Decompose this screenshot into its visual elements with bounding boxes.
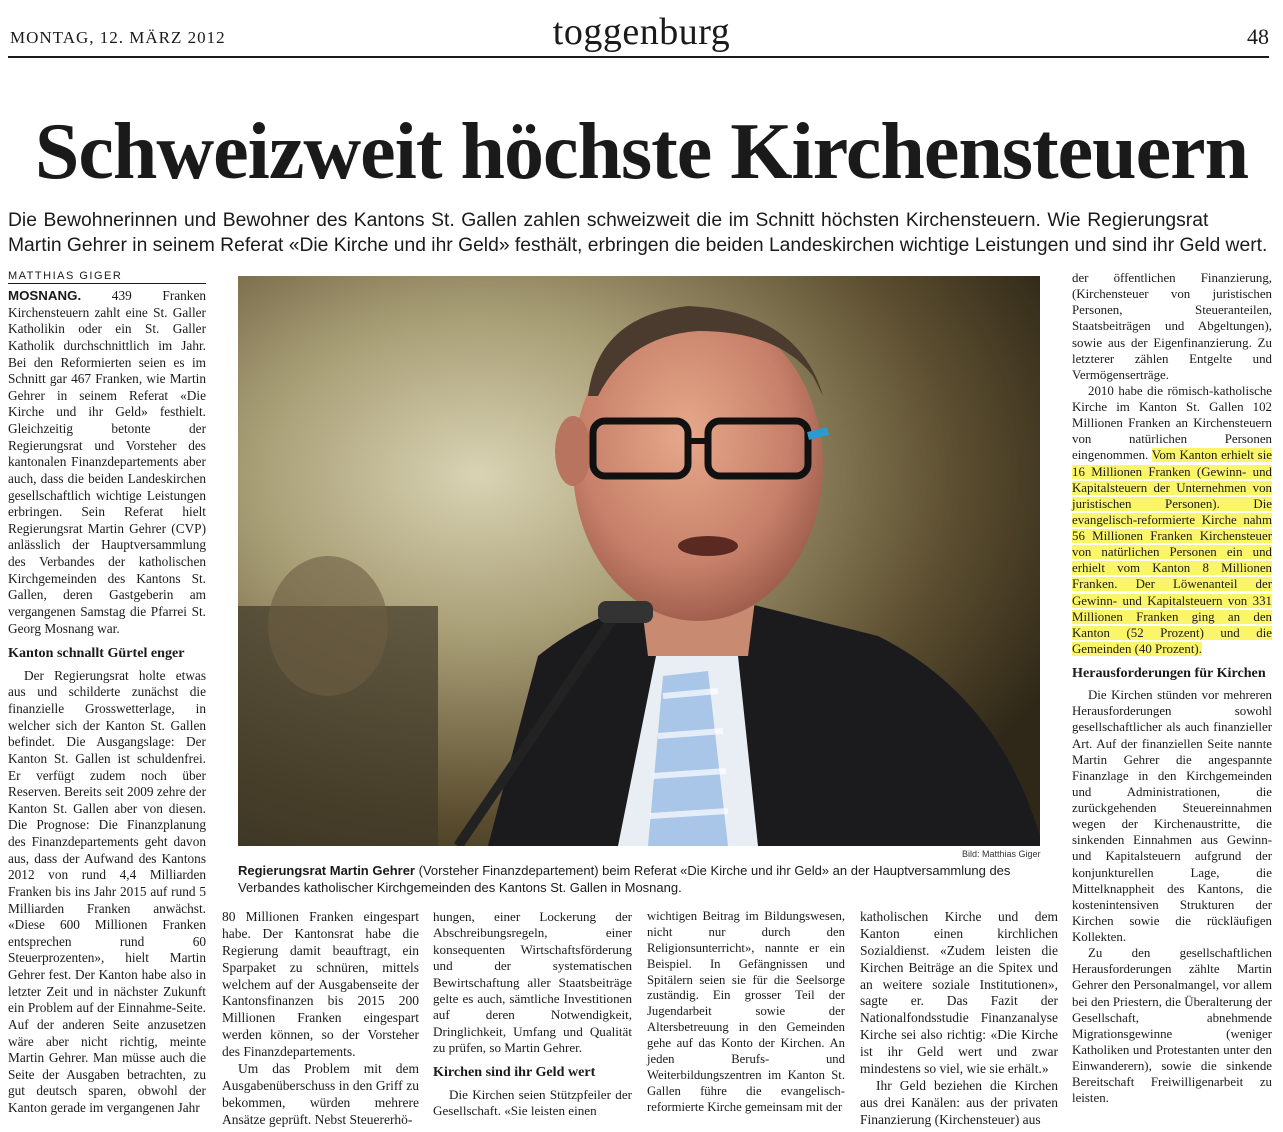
article-paragraph: katholischen Kirche und dem Kanton einen kirchlichen Sozialdienst. «Zudem leisten die Kirchen Beiträge an die Spitex und an weitere soziale Institutionen», sagte er. Das Fazit der Nationalfondsstudie Finanzanalyse Kirche sei also richtig: «Die Kirche ist ihr Geld wert und zwar mindestens so viel, wie sie erhält.» xyxy=(860,909,1058,1076)
masthead-rule xyxy=(8,56,1269,58)
photo-illustration xyxy=(238,276,1040,846)
caption-lead: Regierungsrat Martin Gehrer xyxy=(238,863,415,878)
page-number: 48 xyxy=(1247,24,1269,49)
subheading: Kirchen sind ihr Geld wert xyxy=(433,1064,596,1081)
article-paragraph: Zu den gesellschaftlichen Herausforderungen zählte Martin Gehrer den Personalmangel, vor allem bei den Priestern, die Überalterung der Gesellschaft, abnehmende Migrationsgewinne (weniger Katholiken und Protestanten unter den Einwanderern), sowie die sinkende Bereitschaft Freiwilligenarbeit zu leisten. xyxy=(1072,946,1272,1106)
issue-date: MONTAG, 12. MÄRZ 2012 xyxy=(10,28,226,47)
article-photo xyxy=(238,276,1040,846)
article-paragraph: Der Regierungsrat holte etwas aus und schilderte zunächst die finanzielle Grosswetterlage, in welcher sich der Kanton St. Gallen befindet. Die Ausgangslage: Der Kanton St. Gallen ist schuldenfrei. Er verfügt zudem noch über Reserven. Bereits seit 2009 zehre der Kanton St. Gallen aber von diesen. Die Prognose: Die Finanzplanung des Finanzdepartements geht davon aus, dass der Aufwand des Kantons 2012 von rund 4,4 Milliarden Franken bis ins Jahr 2015 auf rund 5 Milliarden Franken anwächst. «Diese 600 Millionen Franken entsprechen rund 60 Steuerprozenten», hielt Martin Gehrer fest. Der Kanton habe also in letzter Zeit und in nächster Zukunft ein Problem auf der Einnahme-Seite. Auf der anderen Seite anzusetzen wäre aber nicht richtig, meinte Martin Gehrer. Man müsse auch die Seite der Ausgaben betrachten, zu gut deutsch sparen, obwohl der Kanton gerade im vergangenen Jahr xyxy=(8,667,206,1115)
article-column-4 xyxy=(647,909,845,1115)
article-column-3 xyxy=(433,909,632,1120)
author-byline: MATTHIAS GIGER xyxy=(8,270,206,284)
article-paragraph: Ihr Geld beziehen die Kirchen aus drei Kanälen: aus der privaten Finanzierung (Kirchensteuer) aus xyxy=(860,1077,1058,1127)
article-column-5 xyxy=(860,909,1058,1128)
article-paragraph: hungen, einer Lockerung der Abschreibungsregeln, einer konsequenten Wirtschaftsförderung und der systematischen Bewirtschaftung aller Staatsbeiträge gelte es auch, sämtliche Investitionen auf deren Notwendigkeit, Dringlichkeit, Umfang und Qualität zu prüfen, so Martin Gehrer. xyxy=(433,909,632,1055)
article-paragraph: Die Kirchen stünden vor mehreren Herausforderungen sowohl gesellschaftlicher als auch finanzieller Art. Auf der finanziellen Seite nannte Martin Gehrer die angespannte Finanzlage in den Kirchgemeinden und Administrationen, die zurückgehenden Steuereinnahmen wegen der Kirchenaustritte, die sinkenden Einnahmen aus Gewinn- und Kapitalsteuern aufgrund der konjunkturellen Lage, die Mittelknappheit des Kantons, die kostenintensiven Strukturen der Kirchen sowie die rückläufigen Kollekten. xyxy=(1072,688,1272,944)
article-paragraph xyxy=(8,288,206,637)
caption-text: (Vorsteher Finanzdepartement) beim Referat «Die Kirche und ihr Geld» an der Hauptversammlung des Verbandes katholischer Kirchgemeinden des Kantons St. Gallen in Mosnang. xyxy=(238,863,1011,895)
article-paragraph: Um das Problem mit dem Ausgabenüberschuss in den Griff zu bekommen, würden mehrere Ansätze geprüft. Nebst Steuererhö- xyxy=(222,1060,419,1127)
lead-line: Martin Gehrer in seinem Referat «Die Kirche und ihr Geld» festhält, erbringen die beiden Landeskirchen wichtige Leistungen und sind ihr Geld wert. xyxy=(8,235,1268,256)
article-paragraph: 80 Millionen Franken eingespart habe. Der Kantonsrat habe die Regierung damit beauftragt, ein Sparpaket zu schnüren, mittels welchem auf der Ausgabenseite der Kantonsfinanzen bis 2015 200 Millionen Franken eingespart werden können, so der Vorsteher des Finanzdepartements. xyxy=(222,909,419,1059)
photo-caption xyxy=(238,863,1048,896)
article-column-1 xyxy=(8,288,206,1117)
article-column-6 xyxy=(1072,270,1272,1106)
subheading: Herausforderungen für Kirchen xyxy=(1072,665,1266,681)
article-paragraph: wichtigen Beitrag im Bildungswesen, nicht nur durch den Religionsunterricht», nannte er ein Beispiel. In Gefängnissen und Spitälern seien sie für die Seelsorge zuständig. Ein grosser Teil der Jugendarbeit sowie der Altersbetreuung in den Gemeinden gehe auf das Konto der Kirchen. An jeden Berufs- und Weiterbildungszentren im Kanton St. Gallen führe die evangelisch-reformierte Kirche gemeinsam mit der xyxy=(647,909,845,1114)
dateline: MOSNANG. xyxy=(8,288,82,303)
photo-credit: Bild: Matthias Giger xyxy=(962,849,1041,859)
lead-paragraph xyxy=(8,208,1270,258)
section-title: toggenburg xyxy=(552,11,731,53)
headline: Schweizweit höchste Kirchensteuern xyxy=(34,108,1249,196)
article-paragraph: der öffentlichen Finanzierung, (Kirchensteuer von juristischen Personen, Steueranteilen, Staatsbeiträgen und Abgeltungen), sowie aus der Eigenfinanzierung. Zu letzterer zählen Entgelte und Vermögenserträge. xyxy=(1072,271,1272,382)
article-paragraph: Die Kirchen seien Stützpfeiler der Gesellschaft. «Sie leisten einen xyxy=(433,1086,632,1119)
paragraph-text: 2010 habe die römisch-katholische Kirche im Kanton St. Gallen 102 Millionen Franken an Kirchensteuern von natürlichen Personen eingenommen. xyxy=(1072,383,1272,463)
subheading: Kanton schnallt Gürtel enger xyxy=(8,645,185,662)
paragraph-text: 439 Franken Kirchensteuern zahlt eine St. Galler Katholikin oder ein St. Galler Katholik durchschnittlich im Jahr. Bei den Reformierten seien es im Schnitt gar 467 Franken, wie Martin Gehrer in seinem Referat «Die Kirche und ihr Geld» festhielt. Gleichzeitig betonte der Regierungsrat und Vorsteher des kantonalen Finanzdepartements aber auch, dass die beiden Landeskirchen gesellschaftlich wichtige Leistungen erbringen. Sein Referat hielt Regierungsrat Martin Gehrer (CVP) anlässlich der Hauptversammlung des Verbandes der katholischen Kirchgemeinden des Kantons St. Gallen, deren Gastgeberin am vergangenen Samstag die Pfarrei St. Georg Mosnang war. xyxy=(8,288,206,636)
article-column-2 xyxy=(222,909,419,1128)
article-paragraph xyxy=(1072,383,1272,657)
lead-line: Die Bewohnerinnen und Bewohner des Kantons St. Gallen zahlen schweizweit die im Schnitt höchsten Kirchensteuern. Wie Regierungsrat xyxy=(8,210,1209,231)
highlighted-text: Vom Kanton erhielt sie 16 Millionen Franken (Gewinn- und Kapitalsteuern der Unternehmen von juristischen Personen). Die evangelisch-reformierte Kirche nahm 56 Millionen Franken Kirchensteuer von natürlichen Personen ein und erhielt vom Kanton 8 Millionen Franken. Der Löwenanteil der Gewinn- und Kapitalsteuern von 331 Millionen Franken ging an den Kanton (52 Prozent) und die Gemeinden (40 Prozent). xyxy=(1072,448,1272,656)
